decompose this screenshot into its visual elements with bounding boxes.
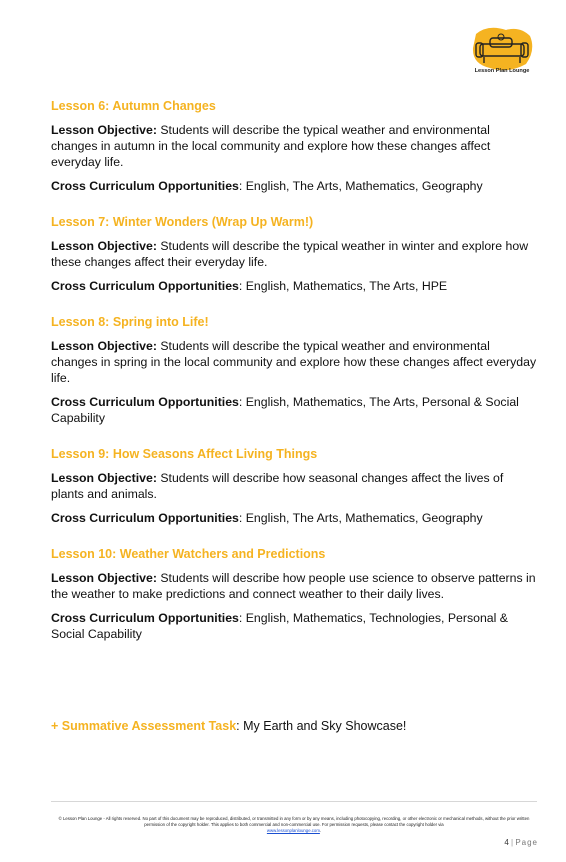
lesson-title: Lesson 9: How Seasons Affect Living Things: [51, 447, 318, 461]
cross-curriculum: [51, 610, 537, 642]
objective-label: Lesson Objective:: [51, 571, 157, 585]
footer-divider: [51, 801, 537, 802]
objective-text: Students will describe how people use science to observe patterns in the weather to make predictions and connect weather to their daily lives.: [51, 571, 536, 601]
cross-text: : English, Mathematics, The Arts, HPE: [238, 279, 448, 293]
page-number: [504, 838, 538, 847]
lesson-title: Lesson 10: Weather Watchers and Predictions: [51, 547, 326, 561]
objective-label: Lesson Objective:: [51, 239, 157, 253]
cross-text: : English, The Arts, Mathematics, Geography: [238, 511, 483, 525]
summative-label: + Summative Assessment Task: [51, 719, 237, 733]
lesson-objective: [51, 470, 537, 502]
link-suffix: .: [319, 828, 322, 833]
objective-label: Lesson Objective:: [51, 471, 157, 485]
page-number-value: 4: [504, 838, 509, 847]
page-separator: |: [508, 838, 516, 847]
website-link[interactable]: www.lessonplanlounge.com: [266, 828, 320, 833]
cross-curriculum: [51, 510, 537, 526]
cross-curriculum: [51, 394, 537, 426]
sofa-icon: [470, 26, 534, 72]
brand-name: Lesson Plan Lounge: [474, 68, 530, 74]
lesson-7: [51, 214, 537, 294]
brand-logo: [470, 26, 534, 72]
objective-label: Lesson Objective:: [51, 339, 157, 353]
cross-text: : English, Mathematics, The Arts, Personal & Social Capability: [51, 395, 519, 425]
footer-copyright: [51, 816, 537, 834]
lesson-title: Lesson 6: Autumn Changes: [51, 99, 216, 113]
objective-text: Students will describe the typical weather and environmental changes in spring in the local community and explore how these changes affect everyday life.: [51, 339, 537, 385]
cross-text: : English, Mathematics, Technologies, Personal & Social Capability: [51, 611, 508, 641]
lesson-objective: [51, 570, 537, 602]
objective-label: Lesson Objective:: [51, 123, 157, 137]
cross-text: : English, The Arts, Mathematics, Geography: [238, 179, 483, 193]
objective-text: Students will describe the typical weather and environmental changes in autumn in the local community and explore how these changes affect everyday life.: [51, 123, 491, 169]
lesson-10: [51, 546, 537, 642]
objective-text: Students will describe how seasonal changes affect the lives of plants and animals.: [51, 471, 504, 501]
cross-label: Cross Curriculum Opportunities: [51, 511, 239, 525]
summative-assessment: [51, 718, 406, 734]
summative-text: : My Earth and Sky Showcase!: [236, 719, 407, 733]
lesson-list: [51, 98, 537, 650]
lesson-9: [51, 446, 537, 526]
cross-curriculum: [51, 178, 537, 194]
cross-label: Cross Curriculum Opportunities: [51, 611, 239, 625]
cross-label: Cross Curriculum Opportunities: [51, 179, 239, 193]
copyright-text: © Lesson Plan Lounge - All rights reserved. No part of this document may be reproduced, distributed, or transmitted in any form or by any means, including photocopying, recording, or other electronic or mechanical methods, without the prior written permission of the copyright holder. This applies to both commercial and non-commercial use. For permission requests, please contact the copyright holder via: [58, 816, 530, 827]
lesson-title: Lesson 8: Spring into Life!: [51, 315, 209, 329]
cross-curriculum: [51, 278, 537, 294]
lesson-6: [51, 98, 537, 194]
lesson-objective: [51, 122, 537, 170]
lesson-objective: [51, 338, 537, 386]
lesson-title: Lesson 7: Winter Wonders (Wrap Up Warm!): [51, 215, 314, 229]
cross-label: Cross Curriculum Opportunities: [51, 279, 239, 293]
cross-label: Cross Curriculum Opportunities: [51, 395, 239, 409]
lesson-8: [51, 314, 537, 426]
lesson-objective: [51, 238, 537, 270]
objective-text: Students will describe the typical weather in winter and explore how these changes affect their everyday life.: [51, 239, 529, 269]
page-label: Page: [515, 838, 538, 847]
